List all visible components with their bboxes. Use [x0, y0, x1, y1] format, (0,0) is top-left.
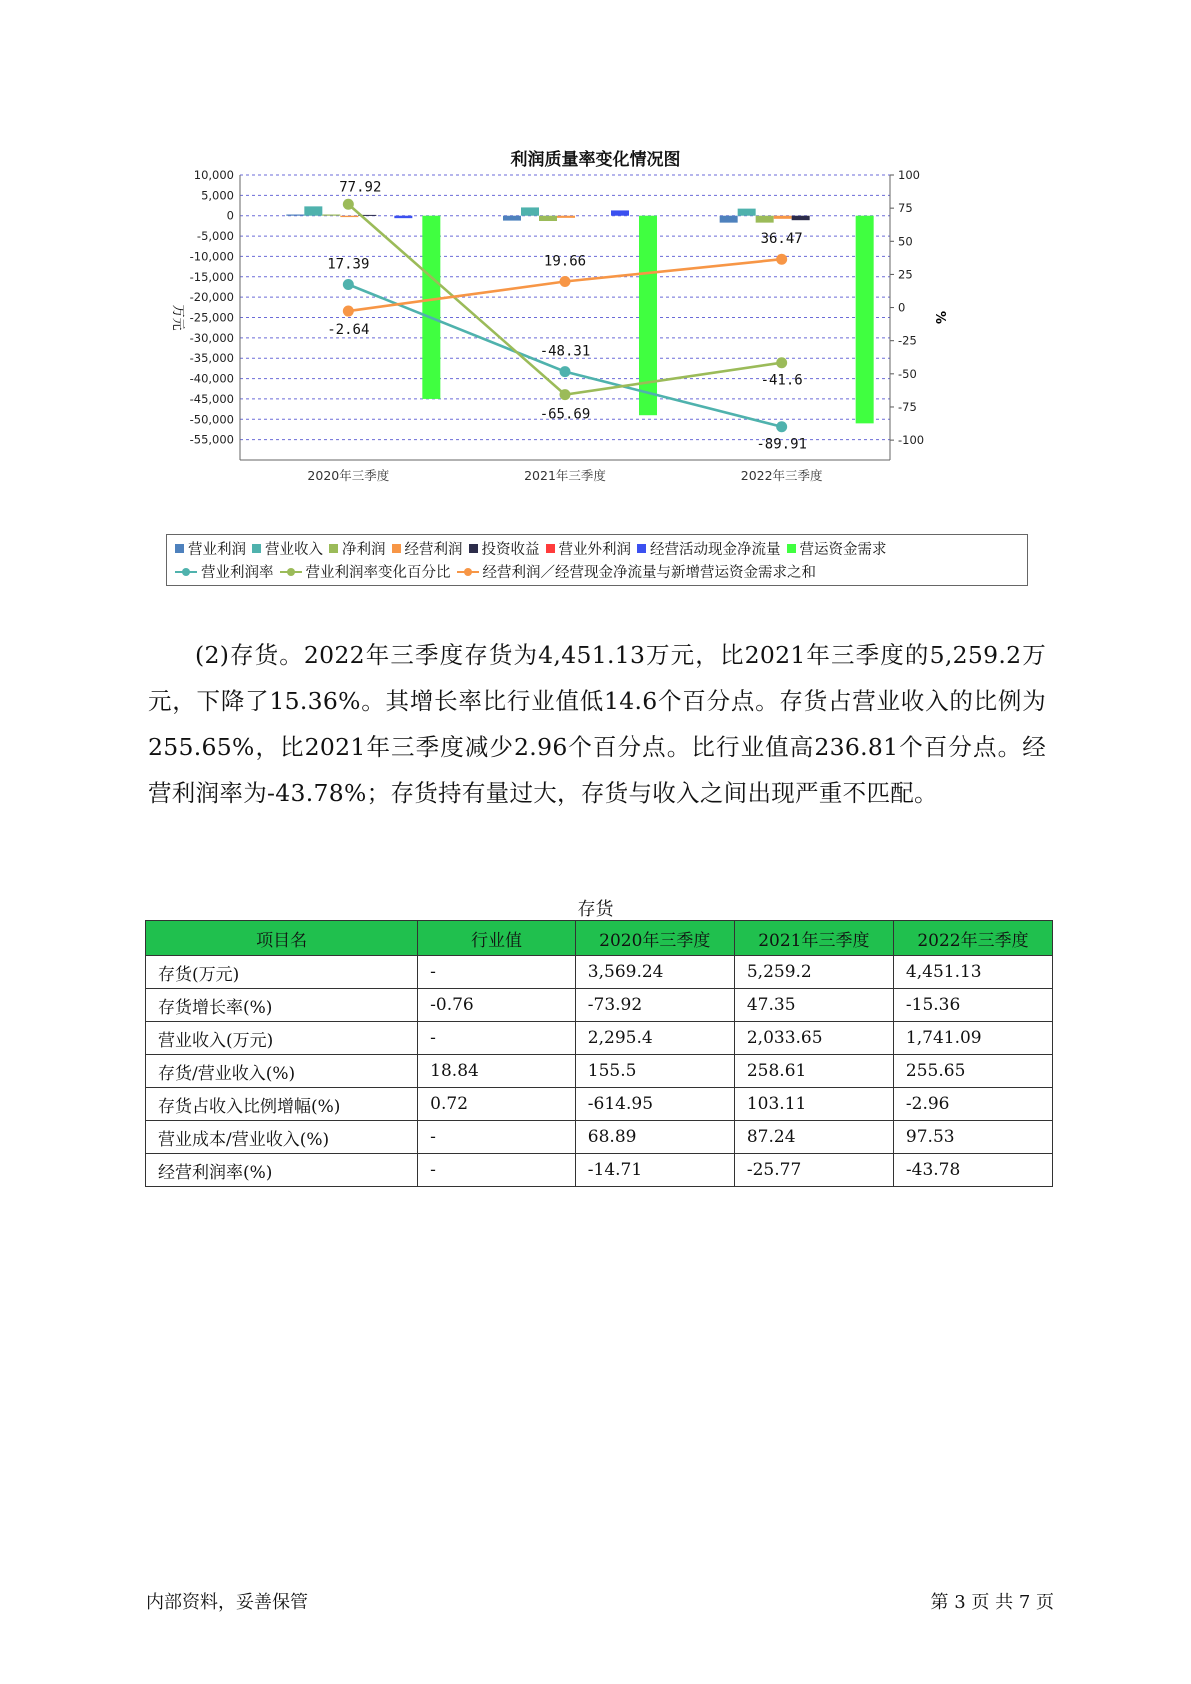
series-point	[343, 306, 354, 317]
table-cell: 103.11	[734, 1088, 893, 1121]
bar	[774, 216, 792, 219]
table-row	[146, 989, 1053, 1022]
legend-label: 营业利润	[188, 542, 246, 558]
table-cell: 营业收入(万元)	[146, 1022, 418, 1055]
table-cell: 存货增长率(%)	[146, 989, 418, 1022]
y-tick-label: -20,000	[189, 290, 234, 305]
legend-label: 营运资金需求	[799, 542, 887, 558]
table-cell: -614.95	[575, 1088, 734, 1121]
legend-item	[546, 538, 632, 559]
table-cell: 258.61	[734, 1055, 893, 1088]
legend-label: 营业利润率变化百分比	[305, 565, 451, 581]
legend-row-bars	[175, 538, 893, 559]
table-cell: 5,259.2	[734, 956, 893, 989]
table-cell: 155.5	[575, 1055, 734, 1088]
legend-item	[280, 561, 451, 582]
bar	[856, 216, 874, 424]
table-caption: 存货	[577, 899, 614, 920]
header-cell: 2022年三季度	[893, 921, 1052, 956]
table-cell: -43.78	[893, 1154, 1052, 1187]
table-header-row	[146, 921, 1053, 956]
legend-swatch	[392, 544, 401, 553]
table-row	[146, 956, 1053, 989]
table-cell: 97.53	[893, 1121, 1052, 1154]
legend-label: 营业外利润	[558, 542, 631, 558]
footer-confidential: 内部资料，妥善保管	[146, 1592, 308, 1613]
table-row	[146, 1154, 1053, 1187]
table-cell: -	[418, 1121, 576, 1154]
table-cell: 2,033.65	[734, 1022, 893, 1055]
series-point	[776, 357, 787, 368]
table-cell: -73.92	[575, 989, 734, 1022]
y-tick-label: -10,000	[189, 249, 234, 264]
data-label: -65.69	[539, 406, 591, 423]
table-cell: 4,451.13	[893, 956, 1052, 989]
y2-tick-label: 25	[898, 267, 913, 282]
table-row	[146, 1022, 1053, 1055]
table-row	[146, 1055, 1053, 1088]
legend-item	[637, 538, 781, 559]
bar	[738, 209, 756, 216]
legend-row-lines	[175, 561, 822, 582]
series-point	[560, 389, 571, 400]
inventory-table	[145, 920, 1053, 1187]
table-cell: -15.36	[893, 989, 1052, 1022]
header-cell: 2020年三季度	[575, 921, 734, 956]
y2-tick-label: -75	[898, 399, 917, 414]
y2-tick-label: 100	[898, 170, 920, 182]
table-cell: 87.24	[734, 1121, 893, 1154]
data-label: -48.31	[539, 343, 591, 360]
footer-page-number: 第 3 页 共 7 页	[930, 1592, 1054, 1613]
y-tick-label: 5,000	[201, 188, 234, 203]
data-label: 77.92	[339, 179, 382, 196]
legend-item	[175, 561, 274, 582]
legend-swatch	[329, 544, 338, 553]
legend-swatch	[469, 544, 478, 553]
legend-label: 经营利润	[404, 542, 463, 558]
table-cell: 3,569.24	[575, 956, 734, 989]
legend-swatch	[637, 544, 646, 553]
legend-swatch	[546, 544, 555, 553]
table-cell: -	[418, 1022, 576, 1055]
data-label: 36.47	[760, 231, 803, 248]
header-cell: 项目名	[146, 921, 418, 956]
bar	[792, 216, 810, 220]
header-cell: 行业值	[418, 921, 576, 956]
y-tick-label: 0	[226, 208, 234, 223]
bar	[756, 216, 774, 223]
data-label: 19.66	[543, 253, 587, 270]
bar	[521, 207, 539, 215]
table-cell: -14.71	[575, 1154, 734, 1187]
legend-item	[329, 538, 386, 559]
legend-swatch	[252, 544, 261, 553]
paragraph-text: (2)存货。2022年三季度存货为4,451.13万元，比2021年三季度的5,259.2万元，下降了15.36%。其增长率比行业值低14.6个百分点。存货占营业收入的比例为255.65%，比2021年三季度减少2.96个百分点。比行业值高236.81个百分点。经营利润率为-43.78%；存货持有量过大，存货与收入之间出现严重不匹配。	[148, 641, 1046, 807]
bar	[422, 216, 440, 399]
profit-quality-chart	[150, 170, 1010, 530]
legend-item	[787, 538, 887, 559]
y-tick-label: -40,000	[189, 371, 234, 386]
bar	[539, 216, 557, 221]
bar	[304, 206, 322, 215]
y2-tick-label: -50	[898, 366, 917, 381]
table-row	[146, 1121, 1053, 1154]
bar	[611, 210, 629, 215]
y-tick-label: -30,000	[189, 330, 234, 345]
bar	[639, 216, 657, 416]
y-tick-label: -55,000	[189, 432, 234, 447]
legend-label: 经营活动现金净流量	[650, 542, 781, 558]
table-cell: 18.84	[418, 1055, 576, 1088]
legend-line-marker	[175, 567, 197, 577]
y2-tick-label: 0	[898, 300, 906, 315]
table-cell: 68.89	[575, 1121, 734, 1154]
bar	[340, 216, 358, 217]
y-axis-label: 万元	[170, 304, 185, 331]
chart-legend	[166, 534, 1028, 586]
series-point	[776, 254, 787, 265]
table-cell: 47.35	[734, 989, 893, 1022]
x-tick-label: 2021年三季度	[524, 468, 606, 483]
legend-item	[392, 538, 463, 559]
bar	[322, 214, 340, 215]
legend-label: 营业收入	[265, 542, 323, 558]
header-cell: 2021年三季度	[734, 921, 893, 956]
table-cell: 存货占收入比例增幅(%)	[146, 1088, 418, 1121]
data-label: -41.6	[760, 372, 803, 389]
x-tick-label: 2022年三季度	[740, 468, 823, 483]
y2-tick-label: 75	[898, 201, 913, 216]
x-tick-label: 2020年三季度	[307, 468, 390, 483]
table-cell: -2.96	[893, 1088, 1052, 1121]
table-row	[146, 1088, 1053, 1121]
y-tick-label: -5,000	[196, 229, 234, 244]
legend-item	[252, 538, 323, 559]
table-cell: -0.76	[418, 989, 576, 1022]
bar	[720, 216, 738, 223]
legend-item	[175, 538, 246, 559]
bar	[394, 216, 412, 218]
inventory-paragraph	[148, 632, 1046, 816]
table-cell: -	[418, 956, 576, 989]
y-tick-label: -15,000	[189, 269, 234, 284]
series-point	[560, 276, 571, 287]
bar	[503, 216, 521, 221]
y-tick-label: -45,000	[189, 391, 234, 406]
series-point	[343, 279, 354, 290]
table-cell: 2,295.4	[575, 1022, 734, 1055]
table-cell: 255.65	[893, 1055, 1052, 1088]
legend-swatch	[787, 544, 796, 553]
legend-line-marker	[457, 567, 479, 577]
y-tick-label: -25,000	[189, 310, 234, 325]
legend-label: 经营利润／经营现金净流量与新增营运资金需求之和	[482, 565, 816, 581]
y2-axis-label: %	[932, 310, 947, 325]
series-point	[560, 366, 571, 377]
legend-label: 营业利润率	[201, 565, 274, 581]
y2-tick-label: -25	[898, 333, 917, 348]
y-tick-label: 10,000	[193, 170, 234, 182]
legend-label: 投资收益	[481, 542, 540, 558]
legend-item	[469, 538, 540, 559]
table-cell: 存货(万元)	[146, 956, 418, 989]
table-cell: 营业成本/营业收入(%)	[146, 1121, 418, 1154]
y2-tick-label: -100	[898, 433, 925, 448]
series-point	[776, 421, 787, 432]
legend-swatch	[175, 544, 184, 553]
data-label: -2.64	[327, 322, 370, 339]
y2-tick-label: 50	[898, 234, 913, 249]
bar	[286, 214, 304, 215]
chart-title: 利润质量率变化情况图	[510, 150, 681, 170]
legend-label: 净利润	[342, 542, 386, 558]
table-cell: 经营利润率(%)	[146, 1154, 418, 1187]
legend-item	[457, 561, 817, 582]
data-label: -89.91	[756, 436, 807, 453]
legend-line-marker	[280, 567, 302, 577]
bar	[557, 216, 575, 218]
table-cell: 存货/营业收入(%)	[146, 1055, 418, 1088]
y-tick-label: -50,000	[189, 412, 234, 427]
table-cell: -25.77	[734, 1154, 893, 1187]
data-label: 17.39	[327, 256, 370, 273]
y-tick-label: -35,000	[189, 351, 234, 366]
table-cell: 0.72	[418, 1088, 576, 1121]
series-point	[343, 199, 354, 210]
table-cell: -	[418, 1154, 576, 1187]
series-line	[348, 204, 781, 394]
table-cell: 1,741.09	[893, 1022, 1052, 1055]
